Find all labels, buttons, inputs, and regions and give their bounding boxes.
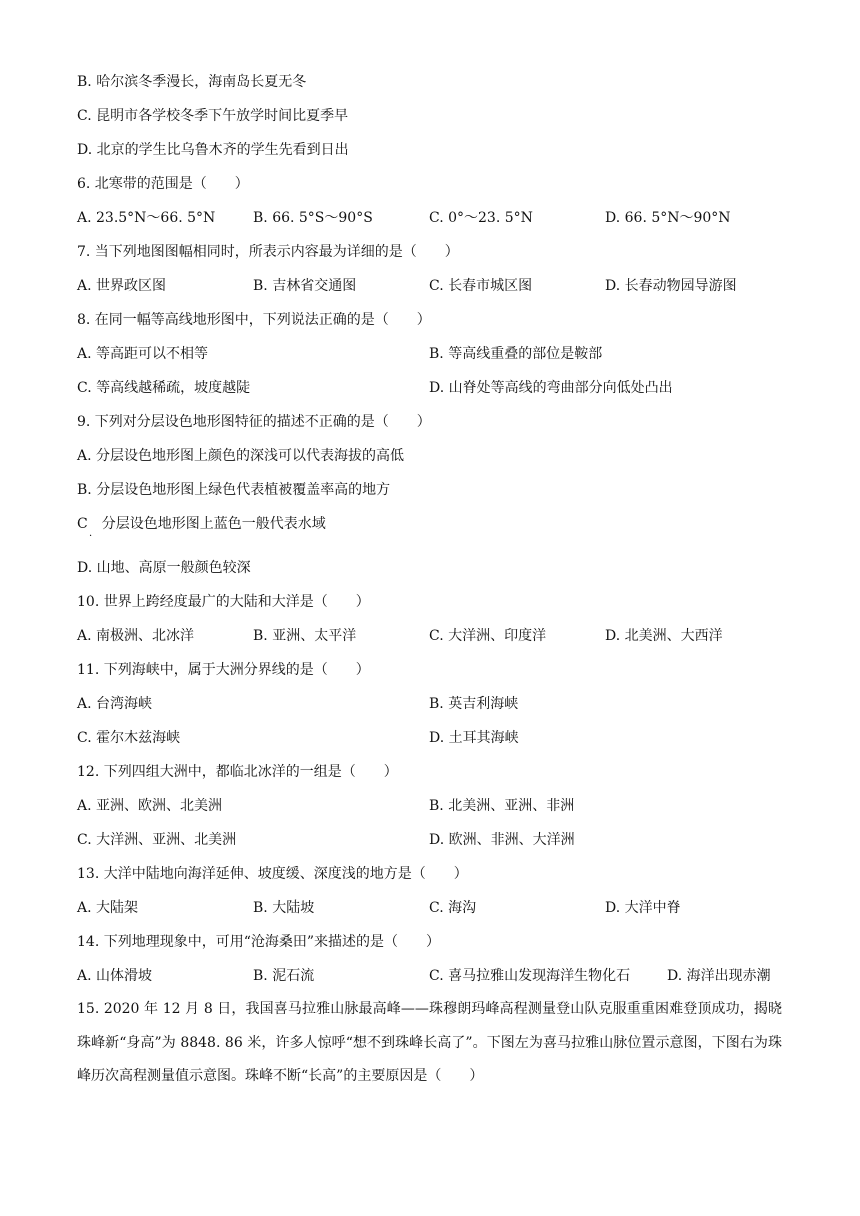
q12-stem: 12. 下列四组大洲中，都临北冰洋的一组是（ ） (77, 764, 398, 780)
q9-option-a: A. 分层设色地形图上颜色的深浅可以代表海拔的高低 (77, 448, 405, 464)
q12-option-d: D. 欧洲、非洲、大洋洲 (429, 832, 575, 848)
q13-option-c: C. 海沟 (429, 900, 477, 916)
q11-option-d: D. 土耳其海峡 (429, 730, 519, 746)
q8-option-b: B. 等高线重叠的部位是鞍部 (429, 346, 603, 362)
q10-option-d: D. 北美洲、大西洋 (605, 628, 723, 644)
q14-option-a: A. 山体滑坡 (77, 968, 153, 984)
q12-option-b: B. 北美洲、亚洲、非洲 (429, 798, 575, 814)
q12-option-c: C. 大洋洲、亚洲、北美洲 (77, 832, 237, 848)
q5-option-c: C. 昆明市各学校冬季下午放学时间比夏季早 (77, 108, 349, 124)
q13-option-a: A. 大陆架 (77, 900, 139, 916)
q14-option-d: D. 海洋出现赤潮 (667, 968, 771, 984)
q8-stem: 8. 在同一幅等高线地形图中，下列说法正确的是（ ） (77, 312, 431, 328)
q10-option-c: C. 大洋洲、印度洋 (429, 628, 547, 644)
q10-stem: 10. 世界上跨经度最广的大陆和大洋是（ ） (77, 594, 370, 610)
q6-stem: 6. 北寒带的范围是（ ） (77, 176, 249, 192)
q8-option-a: A. 等高距可以不相等 (77, 346, 209, 362)
q15-stem: 15. 2020 年 12 月 8 日，我国喜马拉雅山脉最高峰——珠穆朗玛峰高程测量登山队克服重重困难登顶成功，揭晓珠峰新“身高”为 8848. 86 米，许多人惊呼“想不到珠峰长高了”。下图左为喜马拉雅山脉位置示意图，下图右为珠峰历次高程测量值示意图。珠峰不断“长高”的主要原因是（ ） (77, 1001, 782, 1084)
q10-option-a: A. 南极洲、北冰洋 (77, 628, 195, 644)
q11-option-b: B. 英吉利海峡 (429, 696, 519, 712)
q5-option-b: B. 哈尔滨冬季漫长，海南岛长夏无冬 (77, 74, 307, 90)
q7-stem: 7. 当下列地图图幅相同时，所表示内容最为详细的是（ ） (77, 244, 459, 260)
q11-option-a: A. 台湾海峡 (77, 696, 153, 712)
q8-option-d: D. 山脊处等高线的弯曲部分向低处凸出 (429, 380, 673, 396)
q7-option-b: B. 吉林省交通图 (253, 278, 357, 294)
q9-option-c: C 分层设色地形图上蓝色一般代表水域 (77, 516, 326, 532)
stray-dot-mark: · (89, 531, 93, 542)
q13-option-d: D. 大洋中脊 (605, 900, 681, 916)
q7-option-d: D. 长春动物园导游图 (605, 278, 737, 294)
q13-option-b: B. 大陆坡 (253, 900, 315, 916)
q14-stem: 14. 下列地理现象中，可用“沧海桑田”来描述的是（ ） (77, 934, 441, 950)
q6-option-c: C. 0°～23. 5°N (429, 210, 533, 226)
q5-option-d: D. 北京的学生比乌鲁木齐的学生先看到日出 (77, 142, 349, 158)
q9-option-d: D. 山地、高原一般颜色较深 (77, 560, 251, 576)
q9-option-b: B. 分层设色地形图上绿色代表植被覆盖率高的地方 (77, 482, 391, 498)
q7-option-a: A. 世界政区图 (77, 278, 167, 294)
q8-option-c: C. 等高线越稀疏，坡度越陡 (77, 380, 251, 396)
q6-option-d: D. 66. 5°N～90°N (605, 210, 731, 226)
q14-option-b: B. 泥石流 (253, 968, 315, 984)
q10-option-b: B. 亚洲、太平洋 (253, 628, 357, 644)
q7-option-c: C. 长春市城区图 (429, 278, 533, 294)
q13-stem: 13. 大洋中陆地向海洋延伸、坡度缓、深度浅的地方是（ ） (77, 866, 468, 882)
q11-option-c: C. 霍尔木兹海峡 (77, 730, 181, 746)
q11-stem: 11. 下列海峡中，属于大洲分界线的是（ ） (77, 662, 370, 678)
q6-option-a: A. 23.5°N～66. 5°N (77, 210, 216, 226)
q9-stem: 9. 下列对分层设色地形图特征的描述不正确的是（ ） (77, 414, 431, 430)
q6-option-b: B. 66. 5°S～90°S (253, 210, 373, 226)
q14-option-c: C. 喜马拉雅山发现海洋生物化石 (429, 968, 631, 984)
q12-option-a: A. 亚洲、欧洲、北美洲 (77, 798, 223, 814)
